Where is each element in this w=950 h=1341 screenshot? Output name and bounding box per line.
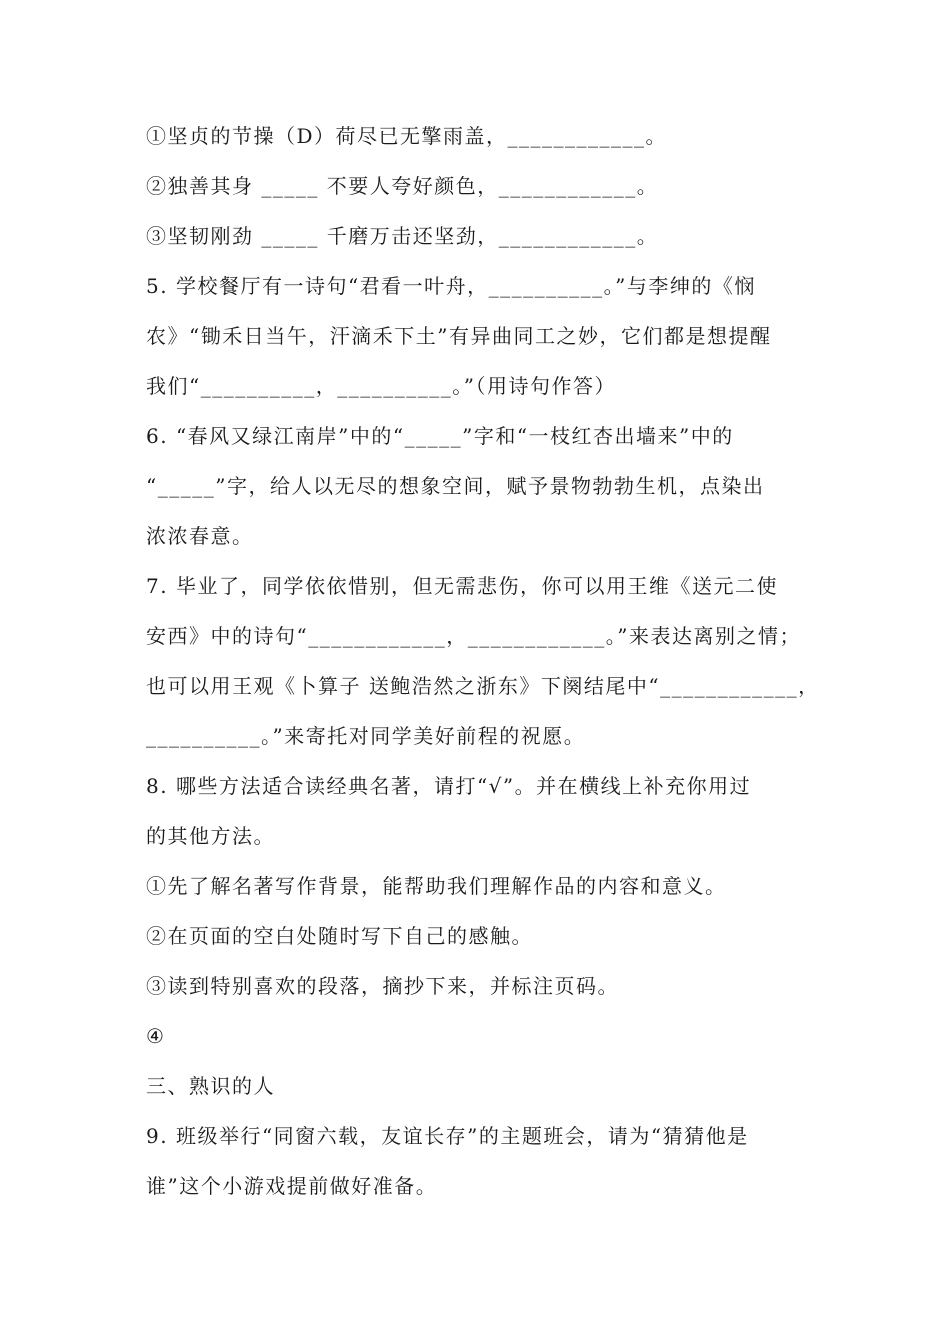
question-7-line-1: 7. 毕业了，同学依依惜别，但无需悲伤，你可以用王维《送元二使 — [146, 574, 778, 598]
question-8-option-3: ③读到特别喜欢的段落，摘抄下来，并标注页码。 — [146, 974, 619, 998]
question-8-option-1: ①先了解名著写作背景，能帮助我们理解作品的内容和意义。 — [146, 874, 727, 898]
item-4-option-1: ①坚贞的节操（D）荷尽已无擎雨盖，____________。 — [146, 124, 668, 148]
item-4-option-3: ③坚韧刚劲 _____ 千磨万击还坚劲，____________。 — [146, 224, 659, 248]
question-7-line-4: __________。”来寄托对同学美好前程的祝愿。 — [146, 724, 586, 748]
item-4-option-2: ②独善其身 _____ 不要人夸好颜色，____________。 — [146, 174, 659, 198]
question-7-line-3: 也可以用王观《卜算子 送鲍浩然之浙东》下阕结尾中“____________， — [146, 674, 820, 698]
section-3-heading: 三、熟识的人 — [146, 1074, 275, 1098]
question-8-option-4: ④ — [146, 1024, 166, 1048]
question-8-line-1: 8. 哪些方法适合读经典名著，请打“√”。并在横线上补充你用过 — [146, 774, 752, 798]
question-9-line-1: 9. 班级举行“同窗六载，友谊长存”的主题班会，请为“猜猜他是 — [146, 1124, 749, 1148]
question-6-line-1: 6. “春风又绿江南岸”中的“_____”字和“一枝红杏出墙来”中的 — [146, 424, 734, 448]
question-6-line-3: 浓浓春意。 — [146, 524, 254, 548]
question-9-line-2: 谁”这个小游戏提前做好准备。 — [146, 1174, 438, 1198]
question-6-line-2: “_____”字，给人以无尽的想象空间，赋予景物勃勃生机，点染出 — [146, 474, 765, 498]
question-5-line-1: 5. 学校餐厅有一诗句“君看一叶舟，__________。”与李绅的《悯 — [146, 274, 756, 298]
question-8-option-2: ②在页面的空白处随时写下自己的感触。 — [146, 924, 533, 948]
question-5-line-2: 农》“锄禾日当午，汗滴禾下土”有异曲同工之妙，它们都是想提醒 — [146, 324, 772, 348]
question-8-line-2: 的其他方法。 — [146, 824, 275, 848]
question-5-line-3: 我们“__________，__________。”（用诗句作答） — [146, 374, 616, 398]
question-7-line-2: 安西》中的诗句“____________，____________。”来表达离别之情； — [146, 624, 801, 648]
